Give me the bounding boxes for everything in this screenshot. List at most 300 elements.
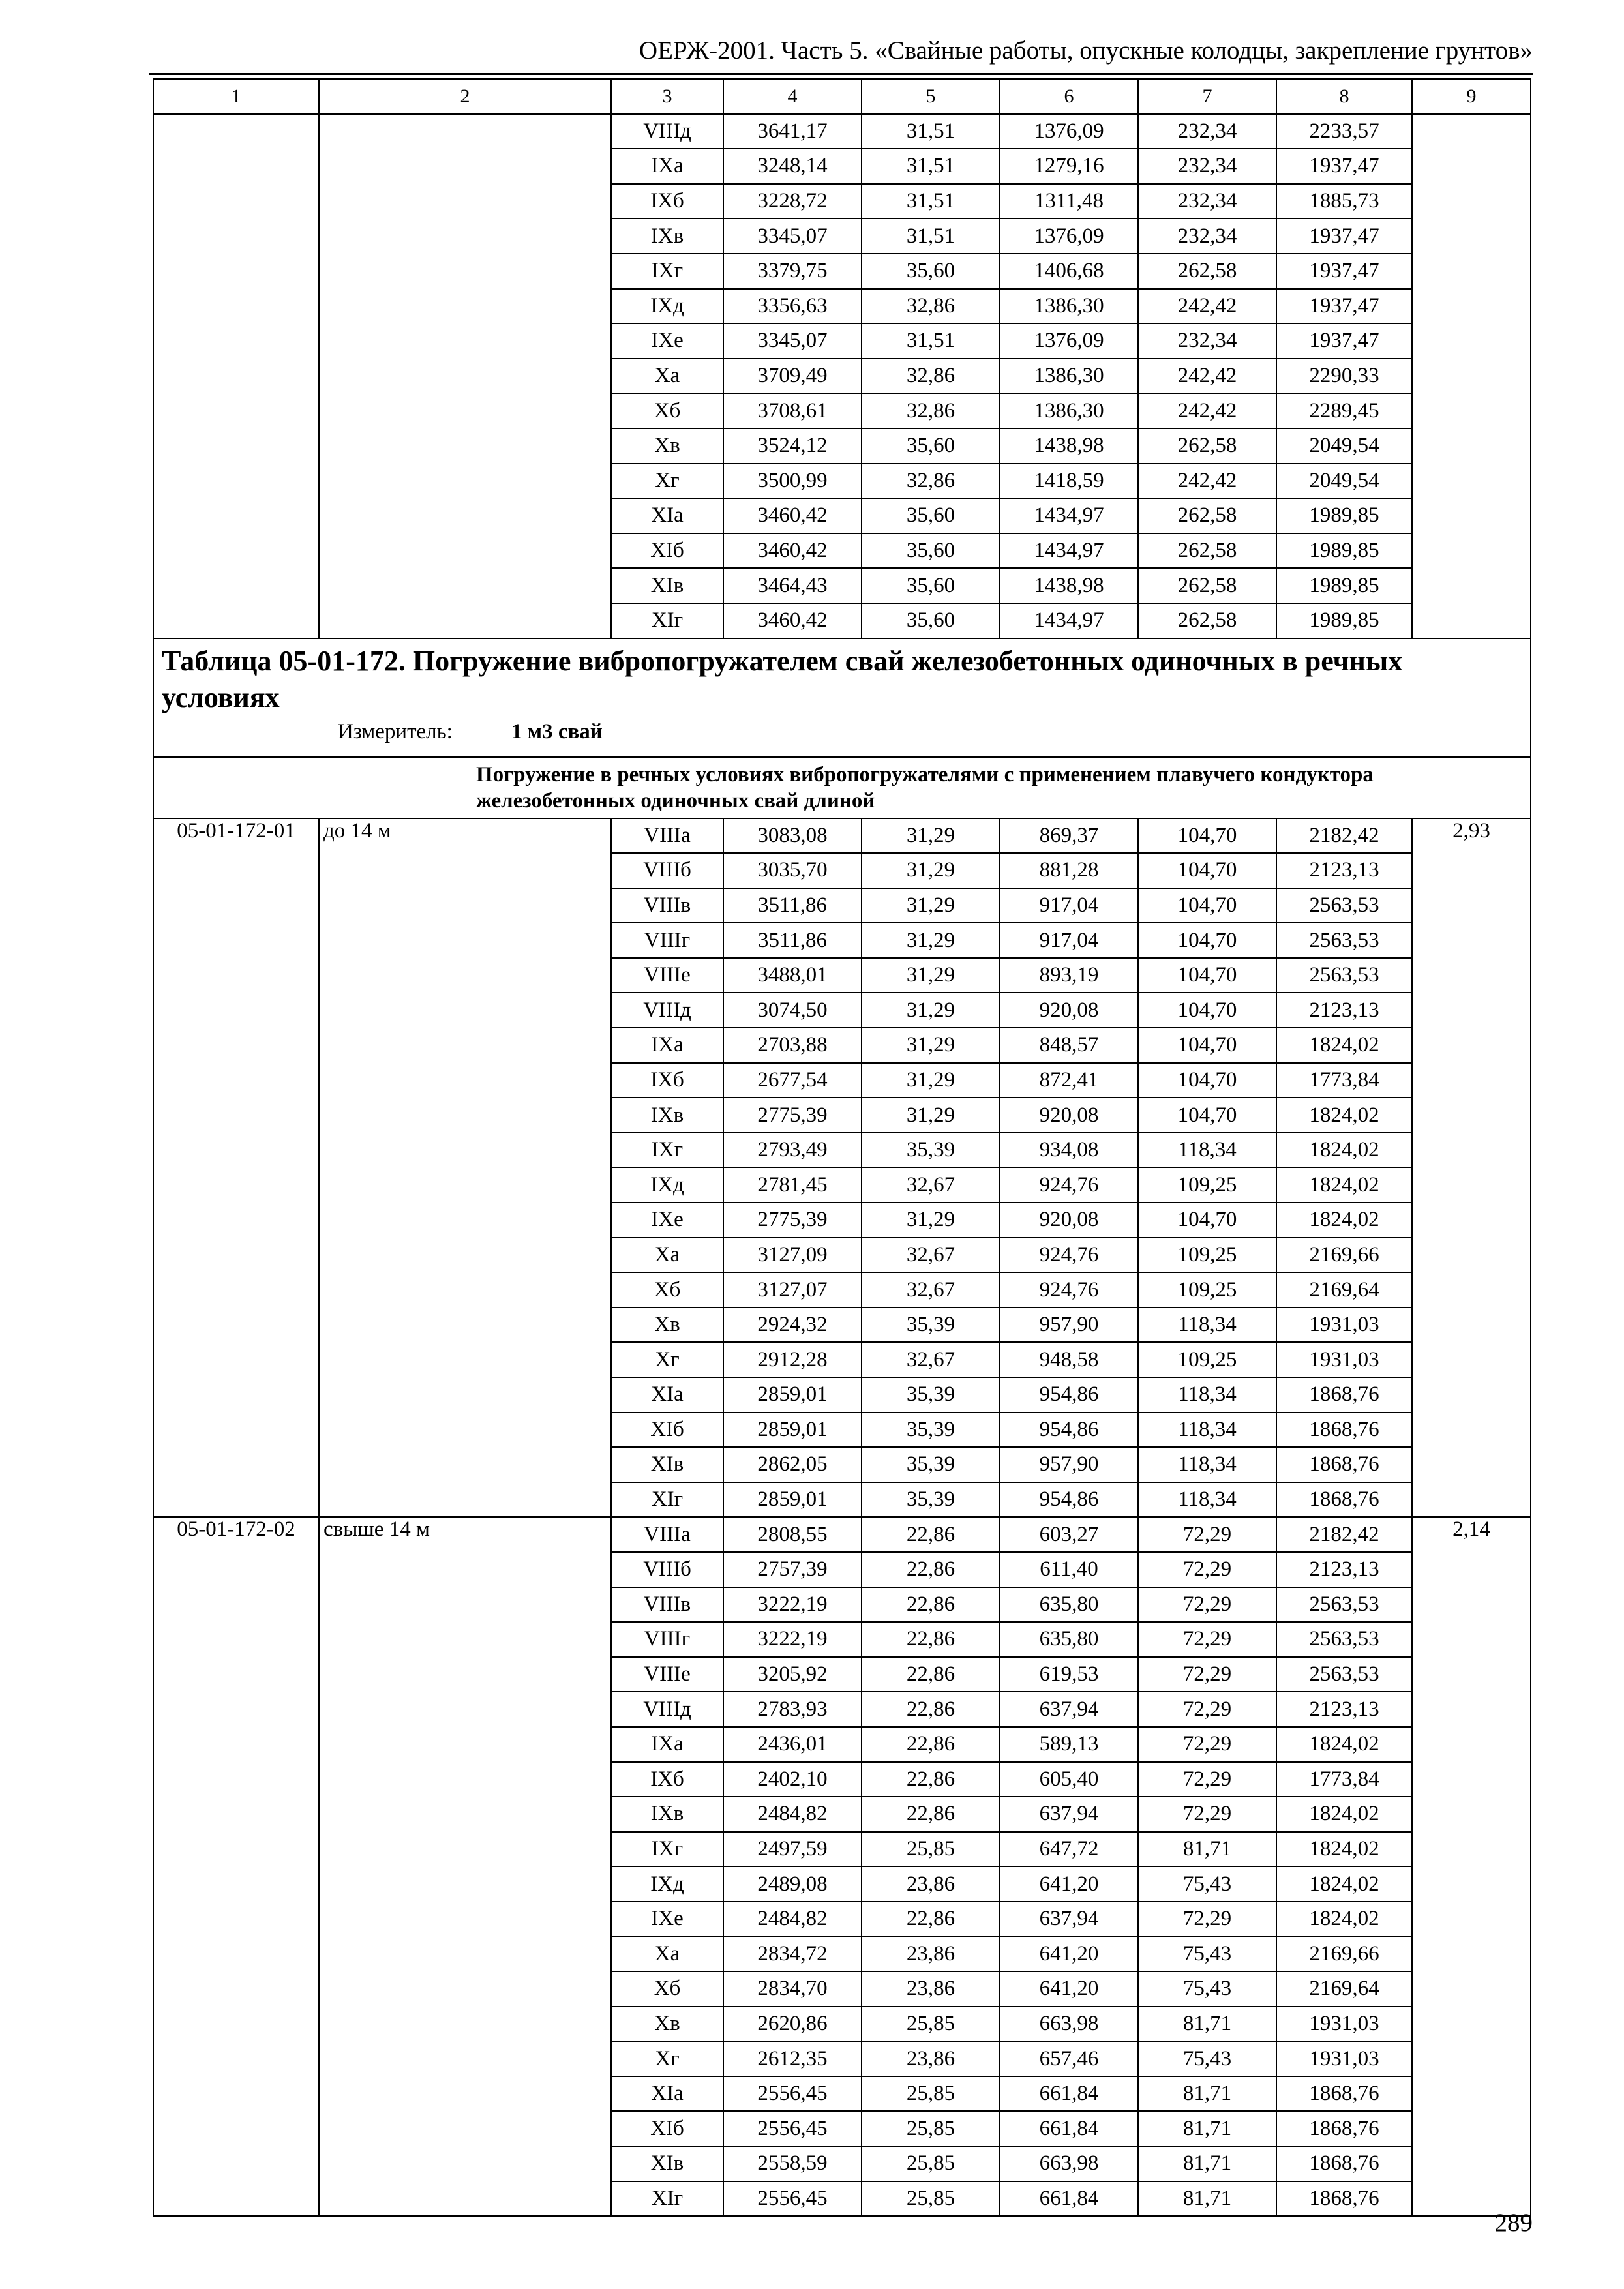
table-cell: Xб (611, 393, 723, 428)
table-cell: 3228,72 (723, 184, 862, 219)
table-cell: 232,34 (1138, 218, 1276, 254)
table-cell: Xб (611, 1272, 723, 1308)
table-cell: 1773,84 (1276, 1063, 1412, 1098)
table-cell: 109,25 (1138, 1342, 1276, 1377)
table-cell: 619,53 (1000, 1657, 1138, 1692)
table-cell: 232,34 (1138, 323, 1276, 359)
unit-line (338, 717, 1522, 746)
table-cell: 2556,45 (723, 2076, 862, 2112)
table-cell: 2563,53 (1276, 958, 1412, 993)
table-cell: 118,34 (1138, 1413, 1276, 1448)
table-cell: 1824,02 (1276, 1902, 1412, 1937)
table-cell: 2757,39 (723, 1552, 862, 1587)
table-cell: 1824,02 (1276, 1727, 1412, 1762)
table-cell: XIб (611, 2111, 723, 2146)
table-cell: 1989,85 (1276, 603, 1412, 638)
table-cell: 262,58 (1138, 533, 1276, 569)
table-cell: 22,86 (862, 1552, 1000, 1587)
table-cell: 23,86 (862, 1937, 1000, 1972)
table-cell: 242,42 (1138, 464, 1276, 499)
item-name: свыше 14 м (319, 1517, 611, 2216)
table-cell: 118,34 (1138, 1377, 1276, 1413)
table-cell: 2290,33 (1276, 359, 1412, 394)
table-cell: 81,71 (1138, 2076, 1276, 2112)
table-cell: 81,71 (1138, 2181, 1276, 2217)
table-cell: 35,39 (862, 1447, 1000, 1482)
table-cell: 2859,01 (723, 1482, 862, 1518)
table-cell: 1824,02 (1276, 1167, 1412, 1203)
table-cell: 2563,53 (1276, 1622, 1412, 1657)
table-cell: VIIIб (611, 853, 723, 888)
table-cell: 25,85 (862, 2146, 1000, 2181)
table-cell: 242,42 (1138, 393, 1276, 428)
table-cell: 104,70 (1138, 1028, 1276, 1063)
table-cell: 32,67 (862, 1167, 1000, 1203)
item-col9: 2,14 (1412, 1517, 1531, 2216)
table-cell: 35,60 (862, 428, 1000, 464)
table-cell: 917,04 (1000, 923, 1138, 958)
table-cell: Xа (611, 1937, 723, 1972)
table-cell: 31,29 (862, 818, 1000, 854)
table-cell: 2169,66 (1276, 1937, 1412, 1972)
table-cell: Xа (611, 1238, 723, 1273)
table-cell: 35,60 (862, 568, 1000, 603)
table-cell: Xг (611, 464, 723, 499)
item-code: 05-01-172-01 (153, 818, 319, 1518)
table-cell: IXа (611, 149, 723, 184)
table-cell: 2808,55 (723, 1517, 862, 1552)
table-cell: 957,90 (1000, 1308, 1138, 1343)
table-cell: 104,70 (1138, 958, 1276, 993)
table-cell: 1824,02 (1276, 1098, 1412, 1133)
column-number: 5 (862, 79, 1000, 114)
table-cell: 2620,86 (723, 2007, 862, 2042)
table-cell: 1868,76 (1276, 2181, 1412, 2217)
table-cell: 31,51 (862, 114, 1000, 149)
table-cell: 1434,97 (1000, 533, 1138, 569)
table-cell: 641,20 (1000, 1971, 1138, 2007)
table-cell: XIг (611, 603, 723, 638)
table-cell: 262,58 (1138, 568, 1276, 603)
table-cell: 881,28 (1000, 853, 1138, 888)
table-cell: 611,40 (1000, 1552, 1138, 1587)
table-cell: 262,58 (1138, 254, 1276, 289)
table-cell: 118,34 (1138, 1482, 1276, 1518)
table-cell: 22,86 (862, 1622, 1000, 1657)
table-cell: 637,94 (1000, 1797, 1138, 1832)
table-cell: 1989,85 (1276, 498, 1412, 533)
table-cell: 75,43 (1138, 2041, 1276, 2076)
table-cell: 31,29 (862, 923, 1000, 958)
table-cell: Xв (611, 1308, 723, 1343)
table-cell: 32,86 (862, 464, 1000, 499)
table-cell: 957,90 (1000, 1447, 1138, 1482)
table-cell: 2484,82 (723, 1902, 862, 1937)
table-cell: 635,80 (1000, 1587, 1138, 1623)
table-cell: 104,70 (1138, 923, 1276, 958)
table-cell: 2775,39 (723, 1098, 862, 1133)
table-cell: 104,70 (1138, 1203, 1276, 1238)
table-cell: 1937,47 (1276, 289, 1412, 324)
table-cell: 3460,42 (723, 603, 862, 638)
table-cell: 25,85 (862, 2007, 1000, 2042)
table-cell: 109,25 (1138, 1272, 1276, 1308)
table-cell: 2436,01 (723, 1727, 862, 1762)
table-cell: 72,29 (1138, 1727, 1276, 1762)
table-cell: 22,86 (862, 1517, 1000, 1552)
column-number: 4 (723, 79, 862, 114)
table-cell: 1824,02 (1276, 1832, 1412, 1867)
table-cell: 663,98 (1000, 2007, 1138, 2042)
table-cell: 2182,42 (1276, 1517, 1412, 1552)
table-cell: 2783,93 (723, 1692, 862, 1727)
table-cell: 2123,13 (1276, 1552, 1412, 1587)
table-cell: Xг (611, 1342, 723, 1377)
table-cell: 3524,12 (723, 428, 862, 464)
table-cell: 72,29 (1138, 1762, 1276, 1797)
table-cell: 75,43 (1138, 1971, 1276, 2007)
unit-value: 1 м3 свай (511, 719, 603, 743)
table-cell: 35,39 (862, 1133, 1000, 1168)
table-cell: 924,76 (1000, 1272, 1138, 1308)
table-title-cell (153, 638, 1531, 757)
table-cell: XIа (611, 1377, 723, 1413)
table-cell: 2289,45 (1276, 393, 1412, 428)
table-cell: 104,70 (1138, 888, 1276, 923)
table-cell: 32,86 (862, 359, 1000, 394)
item-col9: 2,93 (1412, 818, 1531, 1518)
table-cell: 31,51 (862, 218, 1000, 254)
table-cell: VIIIа (611, 818, 723, 854)
table-cell: IXг (611, 254, 723, 289)
table-cell: 2703,88 (723, 1028, 862, 1063)
table-cell: 23,86 (862, 1971, 1000, 2007)
table-cell: 3460,42 (723, 533, 862, 569)
table-cell: IXв (611, 1797, 723, 1832)
table-cell: IXг (611, 1832, 723, 1867)
table-cell: VIIIд (611, 114, 723, 149)
table-cell: VIIIа (611, 1517, 723, 1552)
table-cell: VIIIе (611, 958, 723, 993)
table-cell: 3083,08 (723, 818, 862, 854)
table-cell: 893,19 (1000, 958, 1138, 993)
table-cell: 661,84 (1000, 2076, 1138, 2112)
table-cell: IXе (611, 1203, 723, 1238)
table-cell: 603,27 (1000, 1517, 1138, 1552)
running-header: ОЕРЖ-2001. Часть 5. «Свайные работы, опускные колодцы, закрепление грунтов» (639, 37, 1533, 65)
item-code: 05-01-172-02 (153, 1517, 319, 2216)
table-body (153, 79, 1531, 2216)
table-cell: 232,34 (1138, 149, 1276, 184)
table-cell: 81,71 (1138, 1832, 1276, 1867)
table-cell: 32,67 (862, 1342, 1000, 1377)
table-cell: 104,70 (1138, 853, 1276, 888)
table-cell: 2123,13 (1276, 993, 1412, 1028)
table-cell: 647,72 (1000, 1832, 1138, 1867)
table-cell: 2123,13 (1276, 853, 1412, 888)
table-cell: 2169,64 (1276, 1272, 1412, 1308)
table-cell: 31,29 (862, 888, 1000, 923)
unit-label: Измеритель: (338, 719, 453, 743)
table-cell: 1376,09 (1000, 323, 1138, 359)
page-number: 289 (1494, 2209, 1533, 2237)
section-title-row (153, 757, 1531, 818)
table-cell: 31,29 (862, 993, 1000, 1028)
table-cell: 1773,84 (1276, 1762, 1412, 1797)
table-cell: 22,86 (862, 1727, 1000, 1762)
table-cell: 35,60 (862, 533, 1000, 569)
column-number-row (153, 79, 1531, 114)
table-cell: 2123,13 (1276, 1692, 1412, 1727)
table-cell: 663,98 (1000, 2146, 1138, 2181)
table-cell: VIIIг (611, 1622, 723, 1657)
table-cell: 1937,47 (1276, 254, 1412, 289)
table-cell: 104,70 (1138, 993, 1276, 1028)
table-cell: 661,84 (1000, 2181, 1138, 2217)
table-cell: 2612,35 (723, 2041, 862, 2076)
table-cell: VIIIв (611, 888, 723, 923)
table-cell: VIIIг (611, 923, 723, 958)
table-cell: 3345,07 (723, 218, 862, 254)
table-cell: 2497,59 (723, 1832, 862, 1867)
table-cell: 22,86 (862, 1587, 1000, 1623)
table-cell: 3345,07 (723, 323, 862, 359)
table-cell: 2182,42 (1276, 818, 1412, 854)
table-cell: XIв (611, 2146, 723, 2181)
column-number: 6 (1000, 79, 1138, 114)
table-cell: 31,51 (862, 323, 1000, 359)
table-cell: 1937,47 (1276, 218, 1412, 254)
table-cell: 2049,54 (1276, 428, 1412, 464)
table-cell: 262,58 (1138, 428, 1276, 464)
column-number: 3 (611, 79, 723, 114)
table-cell: 1989,85 (1276, 568, 1412, 603)
table-cell: 2793,49 (723, 1133, 862, 1168)
table-cell: 2859,01 (723, 1377, 862, 1413)
table-cell: 75,43 (1138, 1866, 1276, 1902)
table-cell: 2489,08 (723, 1866, 862, 1902)
table-cell: 1438,98 (1000, 428, 1138, 464)
table-cell: 3035,70 (723, 853, 862, 888)
table-cell: 641,20 (1000, 1866, 1138, 1902)
column-number: 2 (319, 79, 611, 114)
table-cell: 657,46 (1000, 2041, 1138, 2076)
table-cell: 81,71 (1138, 2007, 1276, 2042)
table-cell: XIв (611, 1447, 723, 1482)
column-number: 7 (1138, 79, 1276, 114)
table-cell: 3222,19 (723, 1622, 862, 1657)
table-cell: 1434,97 (1000, 498, 1138, 533)
table-cell: 2049,54 (1276, 464, 1412, 499)
table-cell: 109,25 (1138, 1167, 1276, 1203)
table-cell: IXе (611, 1902, 723, 1937)
table-cell: 31,29 (862, 1203, 1000, 1238)
table-cell: 872,41 (1000, 1063, 1138, 1098)
table-cell: Xг (611, 2041, 723, 2076)
table-cell: IXа (611, 1028, 723, 1063)
table-cell: 869,37 (1000, 818, 1138, 854)
table-cell: 242,42 (1138, 289, 1276, 324)
table-cell: 2834,72 (723, 1937, 862, 1972)
table-cell: IXб (611, 1762, 723, 1797)
table-cell: 924,76 (1000, 1167, 1138, 1203)
table-cell: 1931,03 (1276, 1342, 1412, 1377)
table-cell: 2924,32 (723, 1308, 862, 1343)
table-cell: 1937,47 (1276, 149, 1412, 184)
table-title: Таблица 05-01-172. Погружение вибропогружателем свай железобетонных одиночных в речных условиях (162, 644, 1403, 713)
table-row (153, 1517, 1531, 1552)
table-cell: 104,70 (1138, 1098, 1276, 1133)
table-cell: 1311,48 (1000, 184, 1138, 219)
table-cell: Xа (611, 359, 723, 394)
table-cell: IXб (611, 1063, 723, 1098)
table-cell: VIIIв (611, 1587, 723, 1623)
table-cell: 35,60 (862, 254, 1000, 289)
table-cell: IXд (611, 1167, 723, 1203)
table-cell: 2556,45 (723, 2111, 862, 2146)
table-cell: 22,86 (862, 1692, 1000, 1727)
table-cell: 917,04 (1000, 888, 1138, 923)
table-cell: 661,84 (1000, 2111, 1138, 2146)
norms-table (153, 78, 1531, 2217)
table-cell: 31,29 (862, 853, 1000, 888)
table-cell: 23,86 (862, 1866, 1000, 1902)
table-cell: 920,08 (1000, 993, 1138, 1028)
table-cell: 3248,14 (723, 149, 862, 184)
table-cell: 1937,47 (1276, 323, 1412, 359)
table-cell: 262,58 (1138, 498, 1276, 533)
table-cell: 31,29 (862, 958, 1000, 993)
table-row (153, 114, 1531, 149)
table-cell: 72,29 (1138, 1797, 1276, 1832)
table-cell: 1824,02 (1276, 1133, 1412, 1168)
table-cell: 81,71 (1138, 2146, 1276, 2181)
table-cell: 2484,82 (723, 1797, 862, 1832)
table-cell: 35,60 (862, 603, 1000, 638)
table-cell: 920,08 (1000, 1098, 1138, 1133)
table-cell: 81,71 (1138, 2111, 1276, 2146)
table-cell: 2775,39 (723, 1203, 862, 1238)
table-cell: 3074,50 (723, 993, 862, 1028)
table-cell: 3488,01 (723, 958, 862, 993)
table-row (153, 818, 1531, 854)
table-cell: 3379,75 (723, 254, 862, 289)
table-cell: 637,94 (1000, 1902, 1138, 1937)
table-cell: 72,29 (1138, 1692, 1276, 1727)
table-cell: 1434,97 (1000, 603, 1138, 638)
table-cell: 1868,76 (1276, 1447, 1412, 1482)
table-cell: 3222,19 (723, 1587, 862, 1623)
table-cell: 118,34 (1138, 1308, 1276, 1343)
table-cell: 3205,92 (723, 1657, 862, 1692)
table-cell: 605,40 (1000, 1762, 1138, 1797)
table-cell: 118,34 (1138, 1133, 1276, 1168)
table-cell: 954,86 (1000, 1413, 1138, 1448)
table-cell: 31,29 (862, 1028, 1000, 1063)
table-cell: 31,51 (862, 184, 1000, 219)
table-cell: 924,76 (1000, 1238, 1138, 1273)
table-cell: 35,39 (862, 1377, 1000, 1413)
table-cell: 3708,61 (723, 393, 862, 428)
table-cell: 934,08 (1000, 1133, 1138, 1168)
table-cell: XIб (611, 533, 723, 569)
table-cell: 2169,64 (1276, 1971, 1412, 2007)
table-cell: 948,58 (1000, 1342, 1138, 1377)
table-cell: 35,39 (862, 1308, 1000, 1343)
table-cell: 3127,09 (723, 1238, 862, 1273)
table-cell: 920,08 (1000, 1203, 1138, 1238)
table-cell: 2834,70 (723, 1971, 862, 2007)
table-cell: Xв (611, 428, 723, 464)
table-cell: 109,25 (1138, 1238, 1276, 1273)
table-cell: 31,29 (862, 1063, 1000, 1098)
table-cell: 1824,02 (1276, 1028, 1412, 1063)
table-cell: 23,86 (862, 2041, 1000, 2076)
table-cell: 75,43 (1138, 1937, 1276, 1972)
table-cell: 1406,68 (1000, 254, 1138, 289)
table-cell: 35,60 (862, 498, 1000, 533)
table-cell: XIа (611, 498, 723, 533)
table-cell: 1931,03 (1276, 2041, 1412, 2076)
table-cell: 1418,59 (1000, 464, 1138, 499)
table-cell: IXд (611, 289, 723, 324)
table-cell: 1931,03 (1276, 1308, 1412, 1343)
table-cell: 118,34 (1138, 1447, 1276, 1482)
table-cell: 848,57 (1000, 1028, 1138, 1063)
table-cell: 2563,53 (1276, 923, 1412, 958)
table-cell: 1376,09 (1000, 114, 1138, 149)
table-cell: 72,29 (1138, 1902, 1276, 1937)
table-cell: IXв (611, 218, 723, 254)
table-cell: 72,29 (1138, 1587, 1276, 1623)
table-cell: IXд (611, 1866, 723, 1902)
table-cell: 22,86 (862, 1902, 1000, 1937)
table-cell: 637,94 (1000, 1692, 1138, 1727)
table-cell: 104,70 (1138, 818, 1276, 854)
table-cell: IXб (611, 184, 723, 219)
table-cell: 22,86 (862, 1762, 1000, 1797)
table-cell: 2677,54 (723, 1063, 862, 1098)
table-cell: 1279,16 (1000, 149, 1138, 184)
table-cell: 72,29 (1138, 1517, 1276, 1552)
table-cell: 25,85 (862, 2181, 1000, 2217)
header-rule (149, 73, 1533, 75)
table-cell: 2558,59 (723, 2146, 862, 2181)
table-cell: 32,67 (862, 1238, 1000, 1273)
table-cell: XIг (611, 1482, 723, 1518)
table-cell: IXа (611, 1727, 723, 1762)
table-title-row (153, 638, 1531, 757)
table-cell: Xв (611, 2007, 723, 2042)
table-cell: 1868,76 (1276, 1413, 1412, 1448)
table-cell: 31,29 (862, 1098, 1000, 1133)
empty-cell (1412, 114, 1531, 638)
table-cell: 35,39 (862, 1482, 1000, 1518)
table-cell: Xб (611, 1971, 723, 2007)
table-cell: 25,85 (862, 2111, 1000, 2146)
table-cell: 2563,53 (1276, 1657, 1412, 1692)
table-cell: 72,29 (1138, 1622, 1276, 1657)
table-cell: 3511,86 (723, 923, 862, 958)
table-cell: 1885,73 (1276, 184, 1412, 219)
section-title: Погружение в речных условиях вибропогружателями с применением плавучего кондуктора железобетонных одиночных свай длиной (153, 757, 1531, 818)
table-cell: 1931,03 (1276, 2007, 1412, 2042)
table-cell: 1868,76 (1276, 2076, 1412, 2112)
table-cell: 2912,28 (723, 1342, 862, 1377)
table-cell: 1438,98 (1000, 568, 1138, 603)
table-cell: 1386,30 (1000, 359, 1138, 394)
table-cell: 589,13 (1000, 1727, 1138, 1762)
